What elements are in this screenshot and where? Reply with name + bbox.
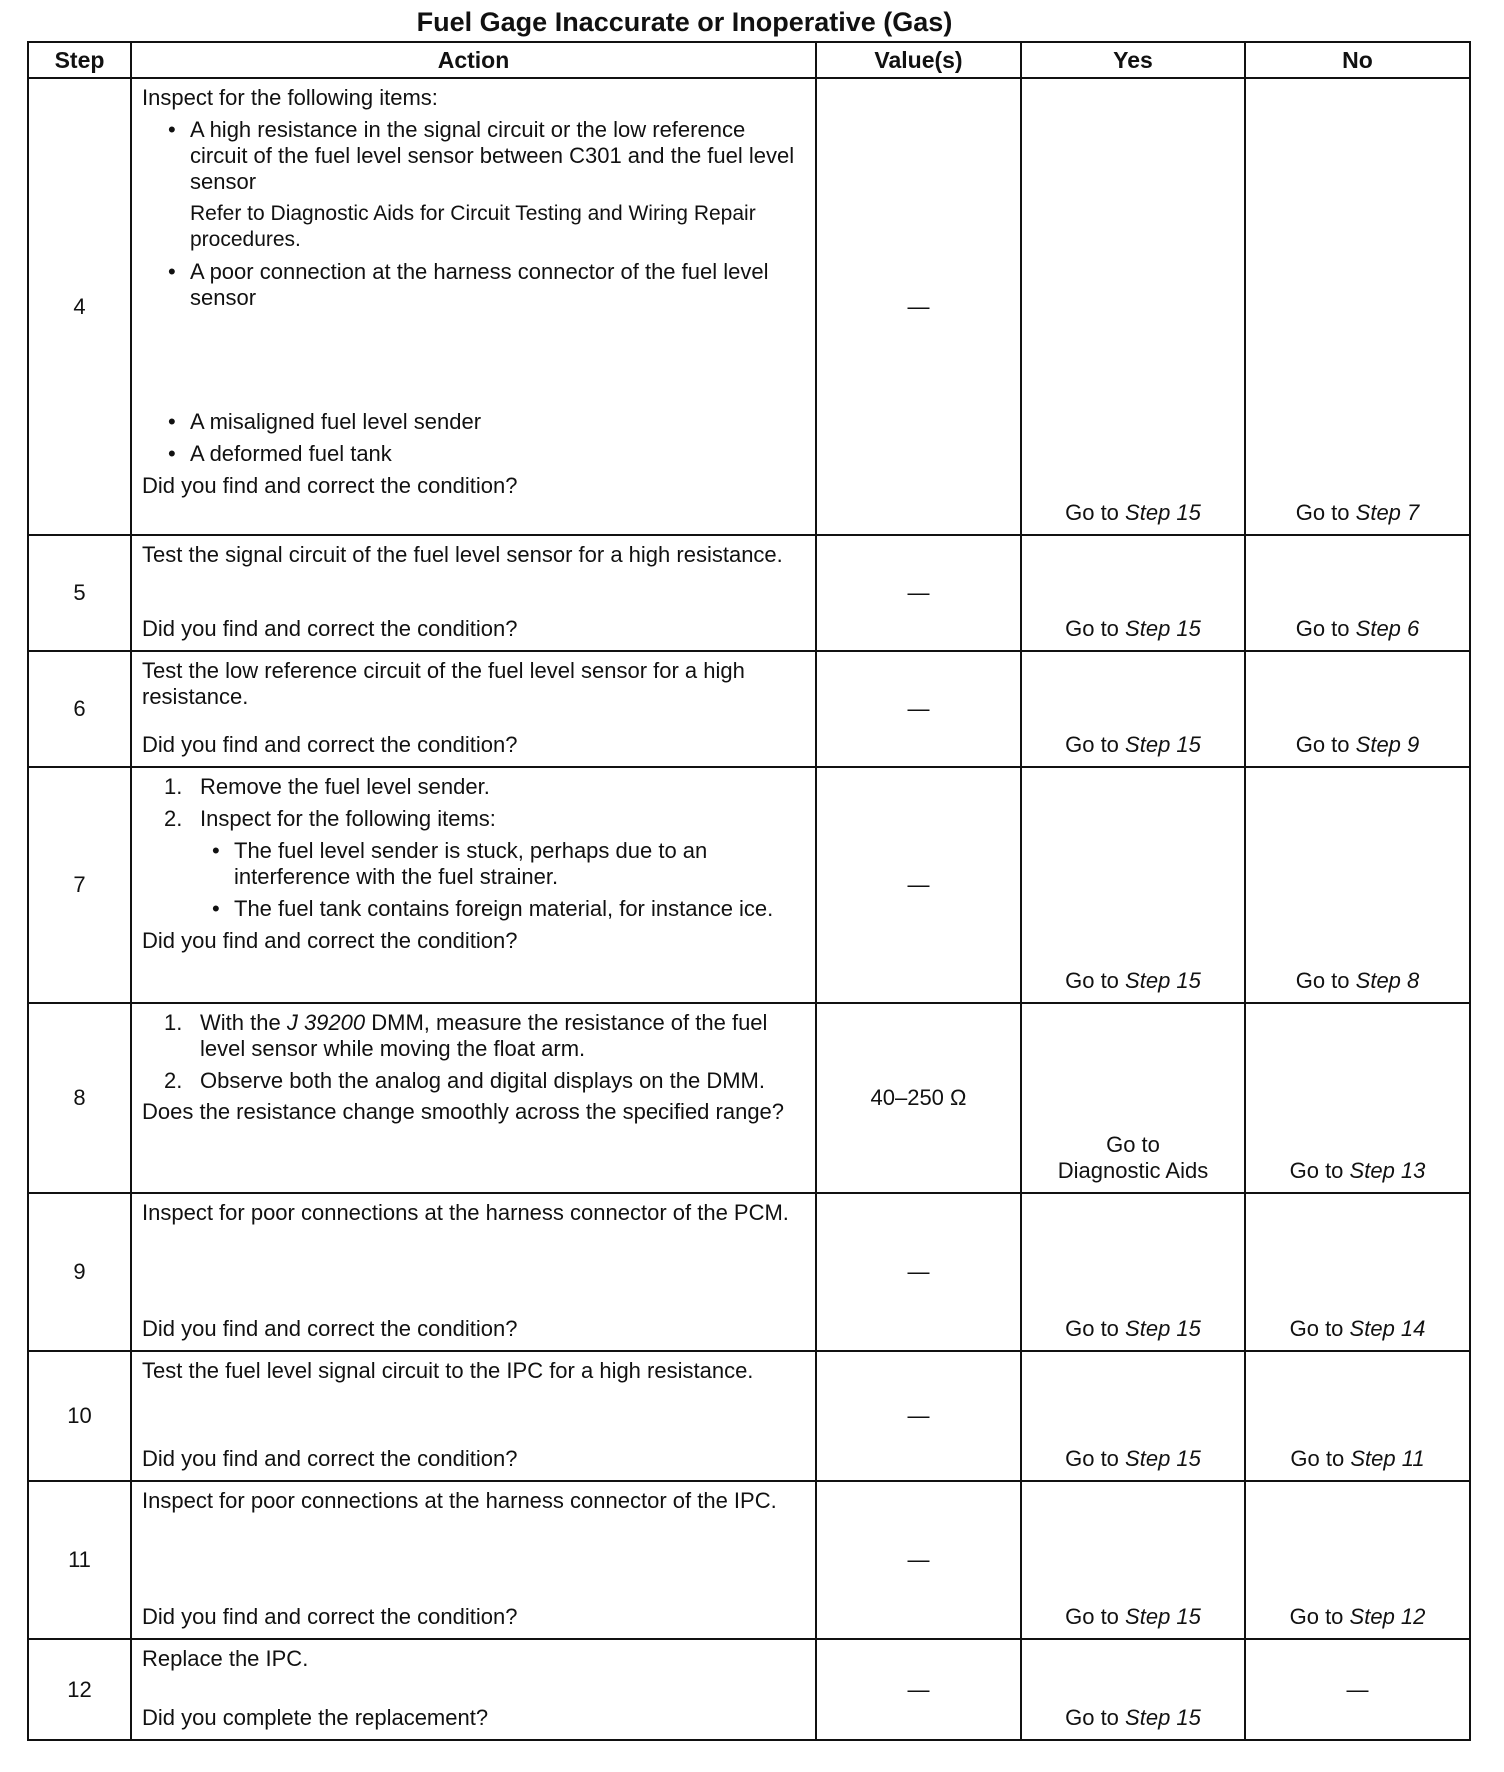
item-text: Remove the fuel level sender. <box>200 774 490 799</box>
numbered-item <box>142 1010 805 1062</box>
goto-step-link[interactable]: Step 11 <box>1350 1446 1425 1471</box>
action-cell <box>131 1481 816 1639</box>
action-cell <box>131 1639 816 1740</box>
goto-step-link[interactable]: Step 15 <box>1125 1316 1201 1341</box>
goto-label: Go to <box>1065 1604 1119 1629</box>
step-number: 9 <box>28 1193 131 1351</box>
table-row <box>28 767 1470 1003</box>
goto-label: Go to <box>1295 968 1350 993</box>
question-text: Did you find and correct the condition? <box>142 1316 518 1341</box>
yes-cell <box>1021 1193 1245 1351</box>
goto-label: Go to <box>1065 616 1119 641</box>
sub-bullet-item: • The fuel tank contains foreign material, for instance ice. <box>142 896 805 922</box>
goto-label: Go to <box>1065 968 1119 993</box>
table-row <box>28 78 1470 535</box>
goto-diagnostic-aids-link[interactable]: Diagnostic Aids <box>1057 1158 1209 1183</box>
value-cell: — <box>816 1481 1021 1639</box>
numbered-item <box>142 806 805 832</box>
step-number: 6 <box>28 651 131 767</box>
goto-step-link[interactable]: Step 15 <box>1125 500 1201 525</box>
goto-label: Go to <box>1065 1316 1119 1341</box>
tool-name: J 39200 <box>286 1010 366 1035</box>
value-cell: 40–250 Ω <box>816 1003 1021 1193</box>
action-text: Inspect for the following items: <box>142 85 438 110</box>
action-text: Test the low reference circuit of the fuel level sensor for a high resistance. <box>142 658 745 709</box>
goto-step-link[interactable]: Step 14 <box>1349 1316 1426 1341</box>
table-row <box>28 1003 1470 1193</box>
goto-step-link[interactable]: Step 13 <box>1349 1158 1426 1183</box>
action-cell <box>131 651 816 767</box>
header-values: Value(s) <box>816 42 1021 78</box>
step-number: 10 <box>28 1351 131 1481</box>
action-cell <box>131 78 816 535</box>
item-text-pre: With the <box>200 1010 281 1035</box>
step-number: 12 <box>28 1639 131 1740</box>
action-cell <box>131 1193 816 1351</box>
table-row <box>28 1351 1470 1481</box>
goto-step-link[interactable]: Step 15 <box>1125 1604 1201 1629</box>
value-cell: — <box>816 1639 1021 1740</box>
question-text: Did you find and correct the condition? <box>142 1604 518 1629</box>
goto-step-link[interactable]: Step 6 <box>1355 616 1420 641</box>
question-text: Did you find and correct the condition? <box>142 616 518 641</box>
action-cell <box>131 767 816 1003</box>
yes-cell <box>1021 767 1245 1003</box>
goto-step-link[interactable]: Step 15 <box>1125 732 1201 757</box>
goto-label: Go to <box>1065 500 1119 525</box>
goto-label: Go to <box>1295 500 1350 525</box>
yes-cell <box>1021 535 1245 651</box>
bullet-item: • A misaligned fuel level sender <box>142 409 805 435</box>
step-number: 8 <box>28 1003 131 1193</box>
question-text: Did you find and correct the condition? <box>142 732 518 757</box>
question-text: Did you complete the replacement? <box>142 1705 489 1730</box>
value-cell: — <box>816 651 1021 767</box>
no-cell <box>1245 651 1470 767</box>
yes-cell <box>1021 1351 1245 1481</box>
goto-label: Go to <box>1289 1158 1344 1183</box>
goto-step-link[interactable]: Step 9 <box>1355 732 1420 757</box>
goto-label: Go to <box>1290 1446 1345 1471</box>
yes-cell <box>1021 1639 1245 1740</box>
item-number: 1. <box>164 1010 183 1035</box>
question-text: Did you find and correct the condition? <box>142 473 518 498</box>
item-text: Observe both the analog and digital displays on the DMM. <box>200 1068 765 1093</box>
value-cell: — <box>816 78 1021 535</box>
table-row <box>28 651 1470 767</box>
sub-bullet-item: • The fuel level sender is stuck, perhaps due to an interference with the fuel strainer. <box>142 838 805 890</box>
step-number: 4 <box>28 78 131 535</box>
goto-step-link[interactable]: Step 7 <box>1355 500 1420 525</box>
yes-cell <box>1021 1481 1245 1639</box>
step-number: 7 <box>28 767 131 1003</box>
action-text: Test the fuel level signal circuit to the IPC for a high resistance. <box>142 1358 754 1383</box>
item-text-post: DMM, measure the resistance of the fuel level sensor while moving the float arm. <box>200 1010 768 1061</box>
table-row <box>28 535 1470 651</box>
goto-step-link[interactable]: Step 12 <box>1349 1604 1426 1629</box>
table-header-row <box>28 42 1470 78</box>
goto-label: Go to <box>1065 1705 1119 1730</box>
bullet-item: • A high resistance in the signal circuit or the low reference circuit of the fuel level sensor between C301 and the fuel level sensor <box>142 117 805 195</box>
action-text: Inspect for poor connections at the harness connector of the IPC. <box>142 1488 777 1513</box>
item-number: 1. <box>164 774 183 799</box>
diagnostic-table <box>27 41 1471 1741</box>
header-action: Action <box>131 42 816 78</box>
action-cell <box>131 1003 816 1193</box>
goto-step-link[interactable]: Step 15 <box>1125 1705 1201 1730</box>
action-text: Inspect for poor connections at the harness connector of the PCM. <box>142 1200 789 1225</box>
question-text: Did you find and correct the condition? <box>142 1446 518 1471</box>
step-number: 11 <box>28 1481 131 1639</box>
action-cell <box>131 1351 816 1481</box>
page-title: Fuel Gage Inaccurate or Inoperative (Gas) <box>416 7 953 37</box>
value-cell: — <box>816 1351 1021 1481</box>
numbered-item <box>142 1068 805 1094</box>
no-cell <box>1245 1351 1470 1481</box>
yes-cell <box>1021 78 1245 535</box>
goto-label: Go to <box>1295 732 1350 757</box>
value-cell: — <box>816 1193 1021 1351</box>
note-text: Refer to Diagnostic Aids for Circuit Testing and Wiring Repair procedures. <box>190 202 756 251</box>
goto-step-link[interactable]: Step 15 <box>1125 968 1201 993</box>
action-cell <box>131 535 816 651</box>
no-cell <box>1245 767 1470 1003</box>
no-cell: — <box>1245 1639 1470 1740</box>
no-cell <box>1245 78 1470 535</box>
goto-label: Go to <box>1295 616 1350 641</box>
item-number: 2. <box>164 1068 183 1093</box>
goto-label: Go to <box>1065 1446 1119 1471</box>
table-row <box>28 1193 1470 1351</box>
value-cell: — <box>816 535 1021 651</box>
bullet-item: • A deformed fuel tank <box>142 441 805 467</box>
step-number: 5 <box>28 535 131 651</box>
header-yes: Yes <box>1021 42 1245 78</box>
goto-label: Go to <box>1065 732 1119 757</box>
bullet-item: • A poor connection at the harness connector of the fuel level sensor <box>142 259 805 311</box>
goto-step-link[interactable]: Step 15 <box>1125 616 1201 641</box>
header-step: Step <box>28 42 131 78</box>
goto-label: Go to <box>1289 1316 1344 1341</box>
no-cell <box>1245 535 1470 651</box>
question-text: Does the resistance change smoothly across the specified range? <box>142 1099 785 1124</box>
goto-step-link[interactable]: Step 15 <box>1125 1446 1201 1471</box>
yes-cell <box>1021 651 1245 767</box>
goto-step-link[interactable]: Step 8 <box>1355 968 1420 993</box>
value-cell: — <box>816 767 1021 1003</box>
item-text: Inspect for the following items: <box>200 806 496 831</box>
goto-label: Go to <box>1289 1604 1344 1629</box>
no-cell <box>1245 1481 1470 1639</box>
action-text: Test the signal circuit of the fuel level sensor for a high resistance. <box>142 542 783 567</box>
table-row <box>28 1481 1470 1639</box>
item-number: 2. <box>164 806 183 831</box>
header-no: No <box>1245 42 1470 78</box>
yes-cell <box>1021 1003 1245 1193</box>
goto-label: Go to <box>1106 1132 1160 1157</box>
action-text: Replace the IPC. <box>142 1646 309 1671</box>
numbered-item <box>142 774 805 800</box>
table-row <box>28 1639 1470 1740</box>
no-cell <box>1245 1003 1470 1193</box>
question-text: Did you find and correct the condition? <box>142 928 518 953</box>
no-cell <box>1245 1193 1470 1351</box>
